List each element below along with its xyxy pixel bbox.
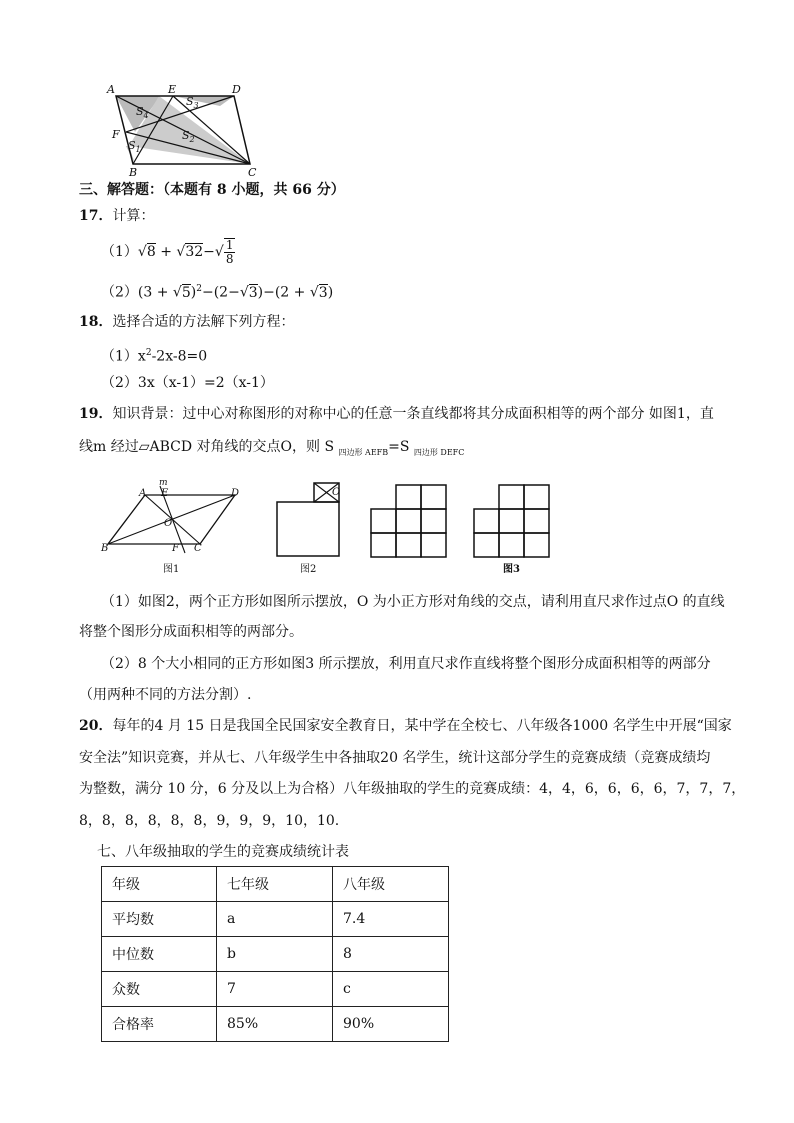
score-stats-table [101,866,449,1042]
table-cell: 合格率 [102,1007,217,1042]
table-cell: 90% [333,1007,449,1042]
q17-part2: $(2)(3 + √5)^2-(2-√3)-(2 + √3)$ [101,284,334,301]
table-cell: 七年级 [217,867,333,902]
table-cell: 八年级 [333,867,449,902]
figure-3-grid-a [370,484,450,558]
section-heading: 三、解答题：（本题有 8 小题，共 66 分） [79,182,345,198]
table-cell: 平均数 [102,902,217,937]
fig-label-F: F [112,128,120,141]
table-title: 七、八年级抽取的学生的竞赛成绩统计表 [97,844,349,860]
fig1-label-m: m [159,478,168,488]
fig2-caption: 图2 [300,564,317,575]
q20-line2: 安全法”知识竞赛，并从七、八年级学生中各抽取20 名学生，统计这部分学生的竞赛成绩（竞赛成绩均 [79,750,711,766]
fig-label-A: A [107,83,115,96]
q17-stem: 17．计算： [79,208,155,224]
table-row [102,902,449,937]
figure-3-grid-b [473,484,553,558]
fig1-label-D: D [231,488,240,499]
table-cell: b [217,937,333,972]
q19-part1-line1: （1）如图2，两个正方形如图所示摆放，O 为小正方形对角线的交点，请利用直尺求作过点O 的直线 [101,594,725,610]
fig1-label-A: A [139,488,147,499]
fig1-label-F: F [172,543,179,554]
q19-part2-line2: （用两种不同的方法分割）. [79,687,252,703]
table-cell: 众数 [102,972,217,1007]
table-row [102,867,449,902]
q20-line1: 20．每年的4 月 15 日是我国全民国家安全教育日，某中学在全校七、八年级各1000 名学生中开展“国家 [79,718,732,734]
q18-stem: 18．选择合适的方法解下列方程： [79,314,295,330]
table-cell: 7 [217,972,333,1007]
q19-line2: 线m 经过▱ABCD 对角线的交点O，则 S $_{四边形 AEFB}$=S $_{四边形 DEFC}$ [79,439,465,457]
table-row [102,937,449,972]
q19-part2-line1: （2）8 个大小相同的正方形如图3 所示摆放，利用直尺求作直线将整个图形分成面积相等的两部分 [101,656,711,672]
q17-part1: （1）√8 + √32−√ $\frac{1}{8}$ [101,238,234,266]
table-cell: 8 [333,937,449,972]
fig-label-C: C [248,166,257,179]
fig-label-S2: $S_2$ [182,129,195,145]
fig1-label-O: O [164,518,173,529]
q20-line3: 为整数，满分 10 分，6 分及以上为合格）八年级抽取的学生的竞赛成绩：4，4，6，6，6，6，7，7，7， [79,781,746,797]
fig-label-S3: $S_3$ [186,95,199,111]
fig1-label-E: E [161,488,169,499]
table-row [102,972,449,1007]
fig1-label-C: C [194,543,202,554]
fig3-caption: 图3 [503,564,520,575]
q19-line1: 19．知识背景：过中心对称图形的对称中心的任意一条直线都将其分成面积相等的两个部分 如图1，直 [79,406,714,422]
fig-label-S1: $S_1$ [128,139,141,155]
fig-label-D: D [232,83,241,96]
fig-label-E: E [168,83,177,96]
table-cell: 中位数 [102,937,217,972]
table-row [102,1007,449,1042]
fig1-caption: 图1 [163,564,180,575]
q20-line4: 8，8，8，8，8，8，9，9，9，10，10. [79,813,340,829]
fig1-label-B: B [101,543,109,554]
fig-label-B: B [129,166,138,179]
table-cell: a [217,902,333,937]
q18-part2: （2）3x（x-1）=2（x-1） [101,375,274,391]
table-cell: 年级 [102,867,217,902]
fig-label-S4: $S_4$ [136,105,149,121]
table-cell: 7.4 [333,902,449,937]
table-cell: 85% [217,1007,333,1042]
q18-part1: $(1)x^2-2x-8=0$ [101,348,208,365]
fig2-label-O: O [332,487,341,498]
table-cell: c [333,972,449,1007]
q19-part1-line2: 将整个图形分成面积相等的两部分。 [79,624,303,640]
